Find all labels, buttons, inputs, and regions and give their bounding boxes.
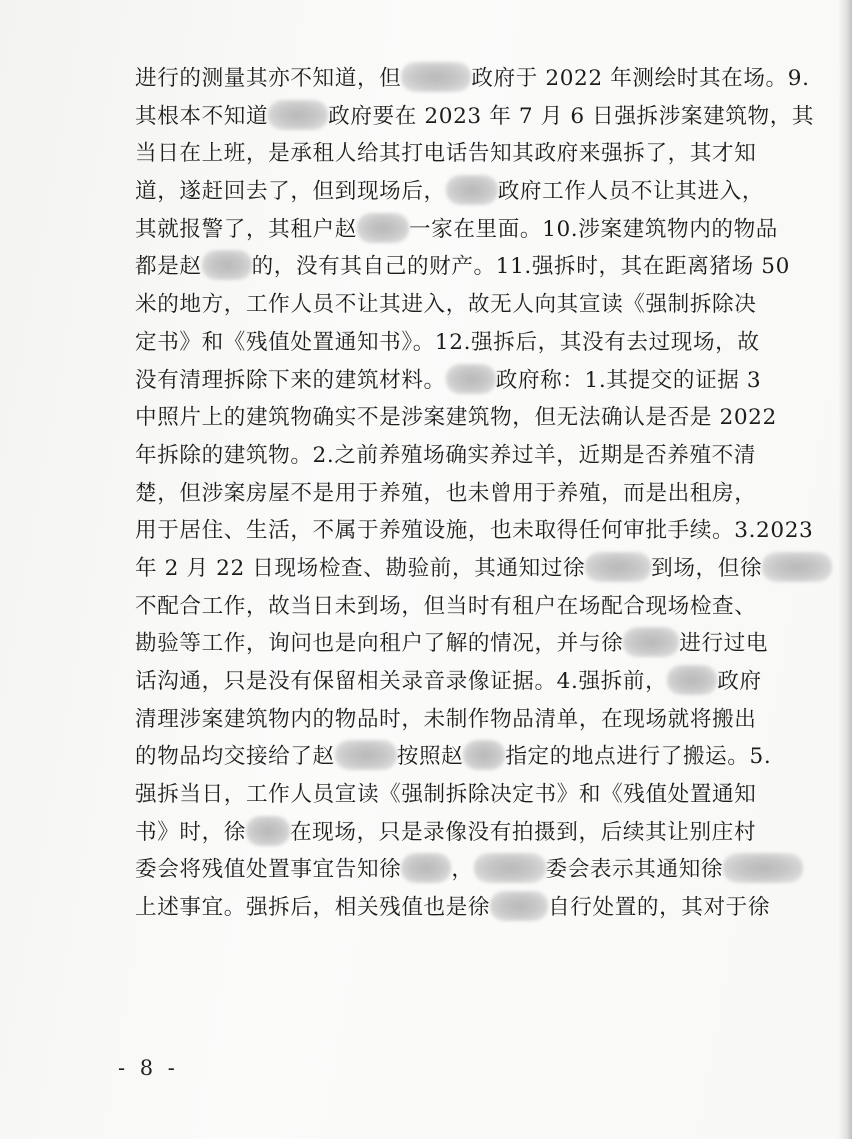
- redaction-blur: [401, 853, 451, 883]
- redaction-blur: [246, 816, 290, 846]
- text-segment: 在现场，只是录像没有拍摄到，后续其让别庄村: [289, 819, 757, 845]
- text-line: [135, 701, 825, 739]
- text-segment: 年 2 月 22 日现场检查、勘验前，其通知过徐: [135, 555, 586, 581]
- body-text: [135, 60, 825, 927]
- text-segment: 年拆除的建筑物。2.之前养殖场确实养过羊，近期是否养殖不清: [135, 442, 757, 468]
- redaction-blur: [667, 665, 717, 695]
- text-segment: 用于居住、生活，不属于养殖设施，也未取得任何审批手续。3.2023: [135, 518, 814, 544]
- text-segment: 定书》和《残值处置通知书》。12.强拆后，其没有去过现场，故: [135, 329, 760, 355]
- redaction-blur: [463, 740, 505, 770]
- page-number: - 8 -: [118, 1056, 179, 1080]
- text-segment: 进行过电: [679, 631, 769, 657]
- text-line: [135, 248, 825, 286]
- redaction-blur: [490, 891, 548, 921]
- text-segment: 自行处置的，其对于徐: [548, 895, 771, 921]
- text-line: [135, 135, 825, 173]
- text-line: [135, 776, 825, 814]
- text-line: [135, 625, 825, 663]
- page-edge-shadow: [838, 0, 852, 1139]
- text-segment: 到场，但徐: [651, 555, 763, 581]
- text-segment: 政府: [717, 669, 762, 694]
- redaction-blur: [357, 213, 409, 243]
- redaction-blur: [623, 627, 679, 657]
- text-line: [135, 851, 825, 889]
- text-segment: 书》时，徐: [135, 819, 246, 845]
- text-segment: 其就报警了，其租户赵: [135, 216, 357, 242]
- text-segment: 楚，但涉案房屋不是用于养殖，也未曾用于养殖，而是出租房，: [135, 480, 757, 506]
- text-segment: 政府于 2022 年测绘时其在场。9.: [471, 66, 810, 91]
- text-segment: 政府要在 2023 年 7 月 6 日强拆涉案建筑物，其: [328, 103, 815, 129]
- text-segment: 指定的地点进行了搬运。5.: [505, 744, 772, 770]
- text-segment: 委会表示其通知徐: [545, 857, 724, 883]
- redaction-blur: [762, 552, 832, 582]
- redaction-blur: [585, 552, 651, 582]
- text-segment: 其根本不知道: [135, 103, 269, 129]
- text-segment: 的物品均交接给了赵: [135, 744, 335, 770]
- text-segment: 政府工作人员不让其进入，: [497, 179, 765, 205]
- text-segment: 政府称：1.其提交的证据 3: [495, 367, 762, 393]
- redaction-blur: [446, 364, 496, 394]
- text-segment: 不配合工作，故当日未到场，但当时有租户在场配合现场检查、: [135, 593, 757, 619]
- text-segment: 委会将残值处置事宜告知徐: [135, 857, 402, 883]
- redaction-blur: [446, 175, 498, 205]
- text-line: [135, 362, 825, 400]
- text-line: [135, 889, 825, 927]
- text-line: [135, 588, 825, 626]
- text-segment: 中照片上的建筑物确实不是涉案建筑物，但无法确认是否是 2022: [135, 405, 777, 431]
- text-line: [135, 814, 825, 852]
- text-segment: 上述事宜。强拆后，相关残值也是徐: [135, 895, 491, 921]
- text-segment: 进行的测量其亦不知道，但: [135, 66, 402, 91]
- text-line: [135, 211, 825, 249]
- text-segment: 勘验等工作，询问也是向租户了解的情况，并与徐: [135, 631, 624, 657]
- text-line: [135, 173, 825, 211]
- redaction-blur: [723, 853, 803, 883]
- text-line: [135, 324, 825, 362]
- text-segment: 按照赵: [396, 744, 464, 770]
- text-segment: 强拆当日，工作人员宣读《强制拆除决定书》和《残值处置通知: [135, 782, 757, 808]
- text-line: [135, 512, 825, 550]
- text-segment: 当日在上班，是承租人给其打电话告知其政府来强拆了，其才知: [135, 141, 757, 167]
- text-segment: 清理涉案建筑物内的物品时，未制作物品清单，在现场就将搬出: [135, 706, 757, 732]
- text-segment: 没有清理拆除下来的建筑材料。: [135, 367, 446, 393]
- text-segment: ，: [451, 857, 474, 883]
- redaction-blur: [401, 62, 471, 92]
- text-line: [135, 60, 825, 98]
- redaction-blur: [335, 740, 397, 770]
- redaction-blur: [202, 250, 252, 280]
- text-segment: 的，没有其自己的财产。11.强拆时，其在距离猪场 50: [251, 254, 790, 280]
- text-line: [135, 738, 825, 776]
- text-segment: 道，遂赶回去了，但到现场后，: [135, 179, 446, 205]
- text-segment: 一家在里面。10.涉案建筑物内的物品: [408, 216, 779, 242]
- text-line: [135, 286, 825, 324]
- text-line: [135, 399, 825, 437]
- redaction-blur: [474, 853, 546, 883]
- text-line: [135, 98, 825, 136]
- text-line: [135, 663, 825, 701]
- text-segment: 都是赵: [135, 254, 202, 280]
- text-line: [135, 475, 825, 513]
- redaction-blur: [268, 100, 328, 130]
- text-segment: 米的地方，工作人员不让其进入，故无人向其宣读《强制拆除决: [135, 292, 757, 318]
- text-segment: 话沟通，只是没有保留相关录音录像证据。4.强拆前，: [135, 669, 668, 694]
- text-line: [135, 437, 825, 475]
- text-line: [135, 550, 825, 588]
